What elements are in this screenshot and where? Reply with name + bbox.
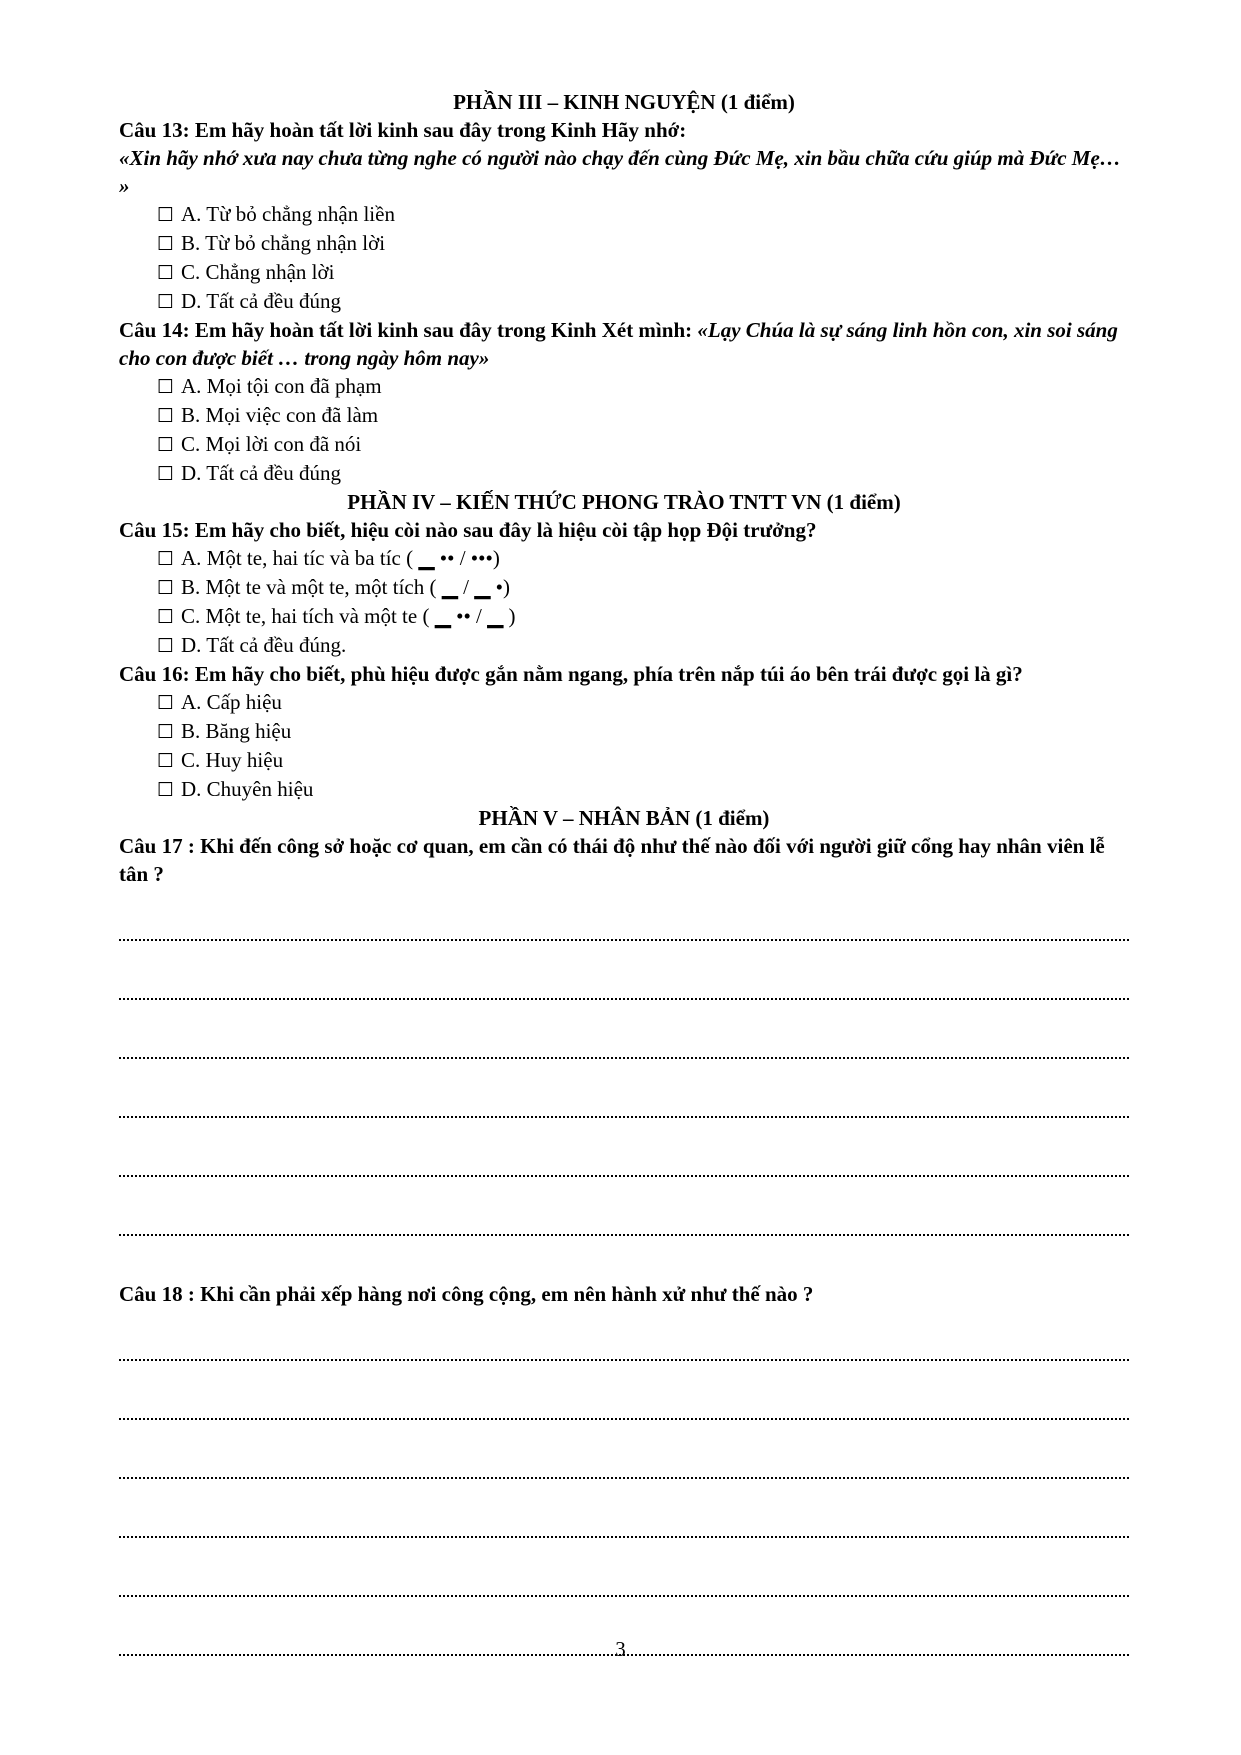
q13-stem: Câu 13: Em hãy hoàn tất lời kinh sau đây trong Kinh Hãy nhớ: <box>119 118 687 142</box>
checkbox-icon[interactable]: ☐ <box>157 692 175 714</box>
q13-option-a[interactable]: ☐ A. Từ bỏ chẳng nhận liền <box>119 200 1129 229</box>
q13-quote: «Xin hãy nhớ xưa nay chưa từng nghe có người nào chạy đến cùng Đức Mẹ, xin bầu chữa cứu giúp mà Đức Mẹ… » <box>119 146 1121 198</box>
checkbox-icon[interactable]: ☐ <box>157 233 175 255</box>
answer-line[interactable] <box>119 1434 1129 1493</box>
spacer <box>119 1250 1129 1280</box>
checkbox-icon[interactable]: ☐ <box>157 291 175 313</box>
answer-line[interactable] <box>119 1073 1129 1132</box>
q14-stem: Câu 14: Em hãy hoàn tất lời kinh sau đây trong Kinh Xét mình: <box>119 318 693 342</box>
answer-line[interactable] <box>119 1552 1129 1611</box>
q16-option-b[interactable]: ☐ B. Băng hiệu <box>119 717 1129 746</box>
answer-line[interactable] <box>119 1191 1129 1250</box>
checkbox-icon[interactable]: ☐ <box>157 204 175 226</box>
q13-option-c[interactable]: ☐ C. Chẳng nhận lời <box>119 258 1129 287</box>
q18-answer-area[interactable] <box>119 1316 1129 1670</box>
q15-stem: Câu 15: Em hãy cho biết, hiệu còi nào sau đây là hiệu còi tập họp Đội trưởng? <box>119 518 817 542</box>
q15-option-b[interactable]: ☐ B. Một te và một te, một tích ( ▁ / ▁ •) <box>119 573 1129 602</box>
answer-line[interactable] <box>119 1316 1129 1375</box>
q14-stem-block <box>119 316 1129 372</box>
answer-line[interactable] <box>119 1014 1129 1073</box>
q15-option-c[interactable]: ☐ C. Một te, hai tích và một te ( ▁ •• / ▁ ) <box>119 602 1129 631</box>
q16-option-a[interactable]: ☐ A. Cấp hiệu <box>119 688 1129 717</box>
checkbox-icon[interactable]: ☐ <box>157 434 175 456</box>
q14-quote: «Lạy Chúa là sự sáng linh hồn con, xin soi sáng cho con được biết … trong ngày hôm nay» <box>119 318 1118 370</box>
q14-option-c[interactable]: ☐ C. Mọi lời con đã nói <box>119 430 1129 459</box>
section3-title: PHẦN III – KINH NGUYỆN (1 điểm) <box>453 90 795 114</box>
checkbox-icon[interactable]: ☐ <box>157 463 175 485</box>
answer-line[interactable] <box>119 1132 1129 1191</box>
checkbox-icon[interactable]: ☐ <box>157 779 175 801</box>
q15-option-d[interactable]: ☐ D. Tất cả đều đúng. <box>119 631 1129 660</box>
checkbox-icon[interactable]: ☐ <box>157 606 175 628</box>
q14-option-d[interactable]: ☐ D. Tất cả đều đúng <box>119 459 1129 488</box>
answer-line[interactable] <box>119 1375 1129 1434</box>
checkbox-icon[interactable]: ☐ <box>157 721 175 743</box>
checkbox-icon[interactable]: ☐ <box>157 376 175 398</box>
page-content <box>119 88 1129 1670</box>
q16-option-c[interactable]: ☐ C. Huy hiệu <box>119 746 1129 775</box>
q14-option-b[interactable]: ☐ B. Mọi việc con đã làm <box>119 401 1129 430</box>
q16-option-d[interactable]: ☐ D. Chuyên hiệu <box>119 775 1129 804</box>
q17-stem: Câu 17 : Khi đến công sở hoặc cơ quan, em cần có thái độ như thế nào đối với người giữ cổng hay nhân viên lễ tân ? <box>119 834 1105 886</box>
answer-line[interactable] <box>119 1493 1129 1552</box>
checkbox-icon[interactable]: ☐ <box>157 635 175 657</box>
checkbox-icon[interactable]: ☐ <box>157 262 175 284</box>
q18-stem: Câu 18 : Khi cần phải xếp hàng nơi công cộng, em nên hành xử như thế nào ? <box>119 1282 814 1306</box>
q15-option-a[interactable]: ☐ A. Một te, hai tíc và ba tíc ( ▁ •• / •••) <box>119 544 1129 573</box>
q13-option-d[interactable]: ☐ D. Tất cả đều đúng <box>119 287 1129 316</box>
checkbox-icon[interactable]: ☐ <box>157 405 175 427</box>
section5-title: PHẦN V – NHÂN BẢN (1 điểm) <box>478 806 770 830</box>
checkbox-icon[interactable]: ☐ <box>157 548 175 570</box>
q13-option-b[interactable]: ☐ B. Từ bỏ chẳng nhận lời <box>119 229 1129 258</box>
q17-answer-area[interactable] <box>119 896 1129 1250</box>
section4-title: PHẦN IV – KIẾN THỨC PHONG TRÀO TNTT VN (1 điểm) <box>347 490 901 514</box>
page-number: 3 <box>615 1637 626 1661</box>
checkbox-icon[interactable]: ☐ <box>157 577 175 599</box>
q14-option-a[interactable]: ☐ A. Mọi tội con đã phạm <box>119 372 1129 401</box>
answer-line[interactable] <box>119 955 1129 1014</box>
q16-stem: Câu 16: Em hãy cho biết, phù hiệu được gắn nằm ngang, phía trên nắp túi áo bên trái được gọi là gì? <box>119 662 1023 686</box>
checkbox-icon[interactable]: ☐ <box>157 750 175 772</box>
answer-line[interactable] <box>119 896 1129 955</box>
